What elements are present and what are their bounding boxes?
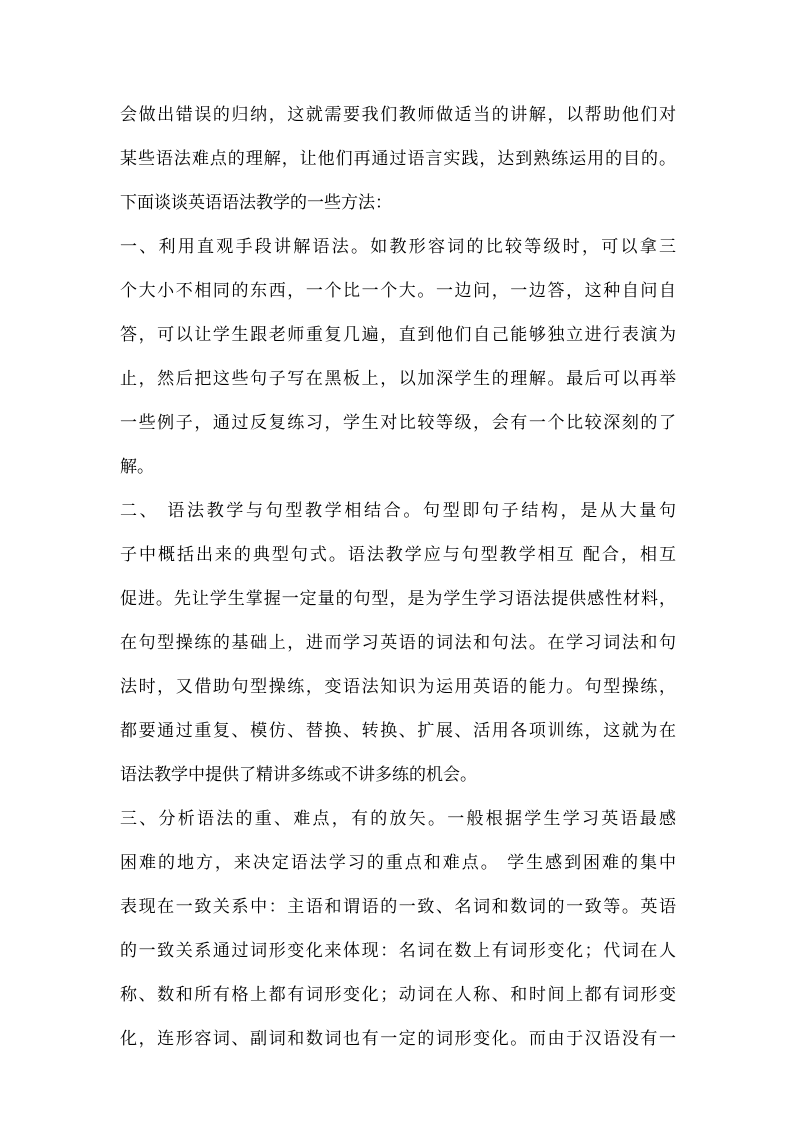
text-line: 某些语法难点的理解，让他们再通过语言实践，达到熟练运用的目的。 — [120, 149, 676, 169]
text-line: 解。 — [120, 457, 154, 477]
text-line: 困难的地方，来决定语法学习的重点和难点。 学生感到困难的集中 — [120, 853, 676, 873]
text-line: 称、数和所有格上都有词形变化；动词在人称、和时间上都有词形变 — [120, 985, 676, 1005]
text-line: 语法教学中提供了精讲多练或不讲多练的机会。 — [120, 765, 477, 785]
text-line: 化，连形容词、副词和数词也有一定的词形变化。而由于汉语没有一 — [120, 1029, 676, 1049]
text-line: 会做出错误的归纳，这就需要我们教师做适当的讲解，以帮助他们对 — [120, 105, 676, 125]
text-line: 三、分析语法的重、难点，有的放矢。一般根据学生学习英语最感 — [120, 809, 676, 829]
text-line: 的一致关系通过词形变化来体现：名词在数上有词形变化；代词在人 — [120, 941, 676, 961]
text-line: 都要通过重复、模仿、替换、转换、扩展、活用各项训练，这就为在 — [120, 721, 676, 741]
text-line: 个大小不相同的东西，一个比一个大。一边问，一边答，这种自问自 — [120, 281, 676, 301]
text-line: 二、 语法教学与句型教学相结合。句型即句子结构，是从大量句 — [120, 501, 676, 521]
text-line: 答，可以让学生跟老师重复几遍，直到他们自己能够独立进行表演为 — [120, 325, 676, 345]
text-line: 在句型操练的基础上，进而学习英语的词法和句法。在学习词法和句 — [120, 633, 676, 653]
text-line: 子中概括出来的典型句式。语法教学应与句型教学相互 配合，相互 — [120, 545, 676, 565]
text-line: 促进。先让学生掌握一定量的句型，是为学生学习语法提供感性材料， — [120, 589, 676, 609]
text-line: 下面谈谈英语语法教学的一些方法： — [120, 193, 392, 213]
text-line: 一些例子，通过反复练习，学生对比较等级，会有一个比较深刻的了 — [120, 413, 676, 433]
text-line: 表现在一致关系中：主语和谓语的一致、名词和数词的一致等。英语 — [120, 897, 676, 917]
text-line: 止，然后把这些句子写在黑板上，以加深学生的理解。最后可以再举 — [120, 369, 676, 389]
text-line: 法时，又借助句型操练，变语法知识为运用英语的能力。句型操练， — [120, 677, 676, 697]
text-line: 一、利用直观手段讲解语法。如教形容词的比较等级时，可以拿三 — [120, 237, 676, 257]
